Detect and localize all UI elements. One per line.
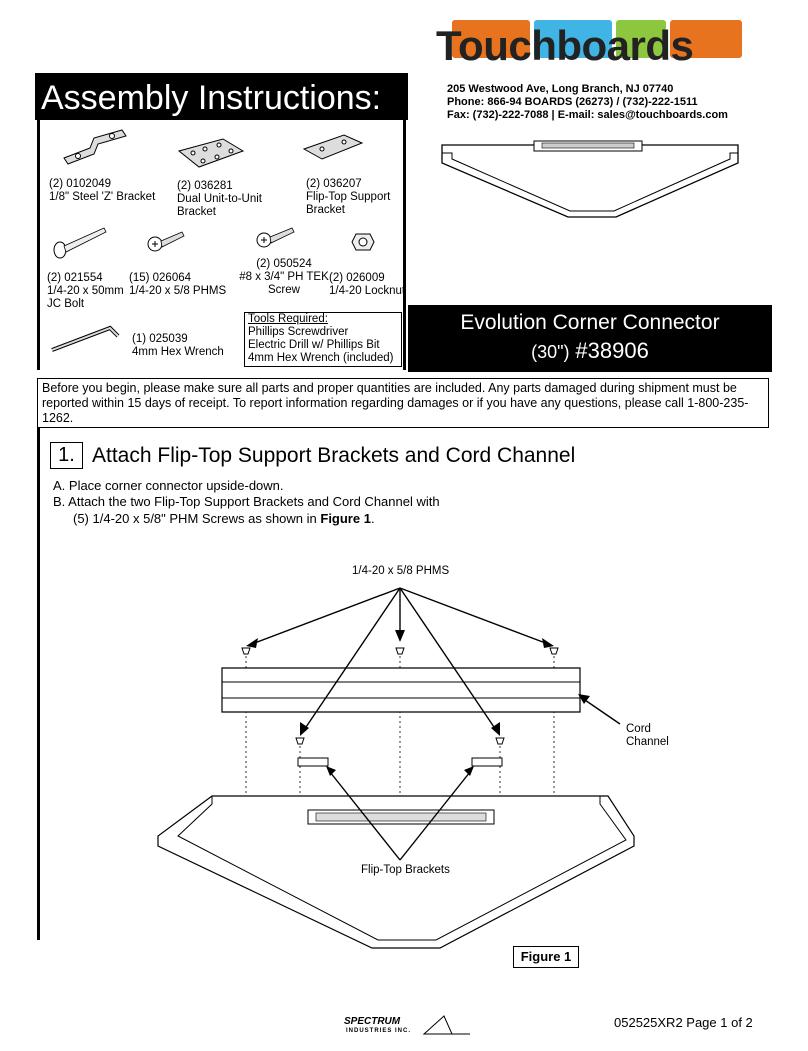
brand-fax-email: Fax: (732)-222-7088 | E-mail: sales@touchboards.com: [447, 109, 728, 121]
step-number: 1.: [50, 442, 83, 469]
z-bracket-icon: [60, 128, 130, 170]
step-title: Attach Flip-Top Support Brackets and Cord Channel: [92, 444, 576, 467]
corner-connector-top-view: [438, 135, 758, 225]
part-label: (2) 036207 Flip-Top Support Bracket: [306, 178, 391, 216]
tools-required-box: [244, 312, 402, 367]
product-number: #38906: [575, 338, 649, 363]
spectrum-logo-mark: [420, 1014, 472, 1036]
phms-screw-icon: [146, 226, 186, 256]
page-title: Assembly Instructions:: [41, 79, 382, 117]
product-size-number: [408, 337, 772, 366]
tek-screw-icon: [254, 222, 296, 252]
brand-address: 205 Westwood Ave, Long Branch, NJ 07740: [447, 83, 674, 95]
figure-caption: Figure 1: [513, 946, 579, 968]
screws-label: 1/4-20 x 5/8 PHMS: [352, 565, 450, 577]
page-footer-code: 052525XR2 Page 1 of 2: [614, 1015, 753, 1030]
product-size: (30"): [531, 342, 570, 362]
dual-unit-bracket-icon: [175, 137, 247, 173]
tools-heading: Tools Required:: [248, 313, 328, 325]
flip-top-brackets-label: Flip-Top Brackets: [361, 864, 450, 876]
spectrum-logo: SPECTRUM: [344, 1016, 401, 1027]
tool-item: Phillips Screwdriver: [248, 326, 349, 338]
cord-channel-label: Cord Channel: [626, 723, 669, 748]
hex-wrench-icon: [48, 322, 124, 356]
part-label: (2) 026009 1/4-20 Locknut: [329, 272, 406, 297]
part-label: (2) 050524 #8 x 3/4" PH TEK Screw: [239, 258, 329, 296]
step-instruction-b: B. Attach the two Flip-Top Support Brackets and Cord Channel with: [53, 494, 440, 509]
spectrum-logo-sub: INDUSTRIES INC.: [346, 1028, 412, 1034]
brand-logo: Touchboards: [436, 22, 694, 69]
part-label: (15) 026064 1/4-20 x 5/8 PHMS: [129, 272, 227, 297]
part-label: (2) 0102049 1/8" Steel 'Z' Bracket: [49, 178, 156, 203]
notice-box: Before you begin, please make sure all parts and proper quantities are included. Any parts damaged during shipment must be reported within 15 days of receipt. To report information regarding damages or if you have any questions, please call 1-800-235-1262.: [37, 378, 769, 428]
step-instruction-b-cont: (5) 1/4-20 x 5/8" PHM Screws as shown in Figure 1.: [73, 511, 375, 526]
jc-bolt-icon: [50, 222, 110, 262]
tool-item: 4mm Hex Wrench (included): [248, 352, 394, 364]
locknut-icon: [350, 230, 376, 254]
flip-top-support-bracket-icon: [302, 133, 364, 167]
part-label: (1) 025039 4mm Hex Wrench: [132, 333, 224, 358]
step-instruction-a: A. Place corner connector upside-down.: [53, 478, 284, 493]
figure-1-drawing: [150, 560, 670, 960]
left-rule: [37, 428, 40, 940]
figure-ref: Figure 1: [320, 511, 371, 526]
part-label: (2) 036281 Dual Unit-to-Unit Bracket: [177, 180, 262, 218]
part-label: (2) 021554 1/4-20 x 50mm JC Bolt: [47, 272, 124, 310]
tool-item: Electric Drill w/ Phillips Bit: [248, 339, 380, 351]
product-name: Evolution Corner Connector: [460, 311, 720, 334]
brand-phone: Phone: 866-94 BOARDS (26273) / (732)-222-1511: [447, 96, 698, 108]
